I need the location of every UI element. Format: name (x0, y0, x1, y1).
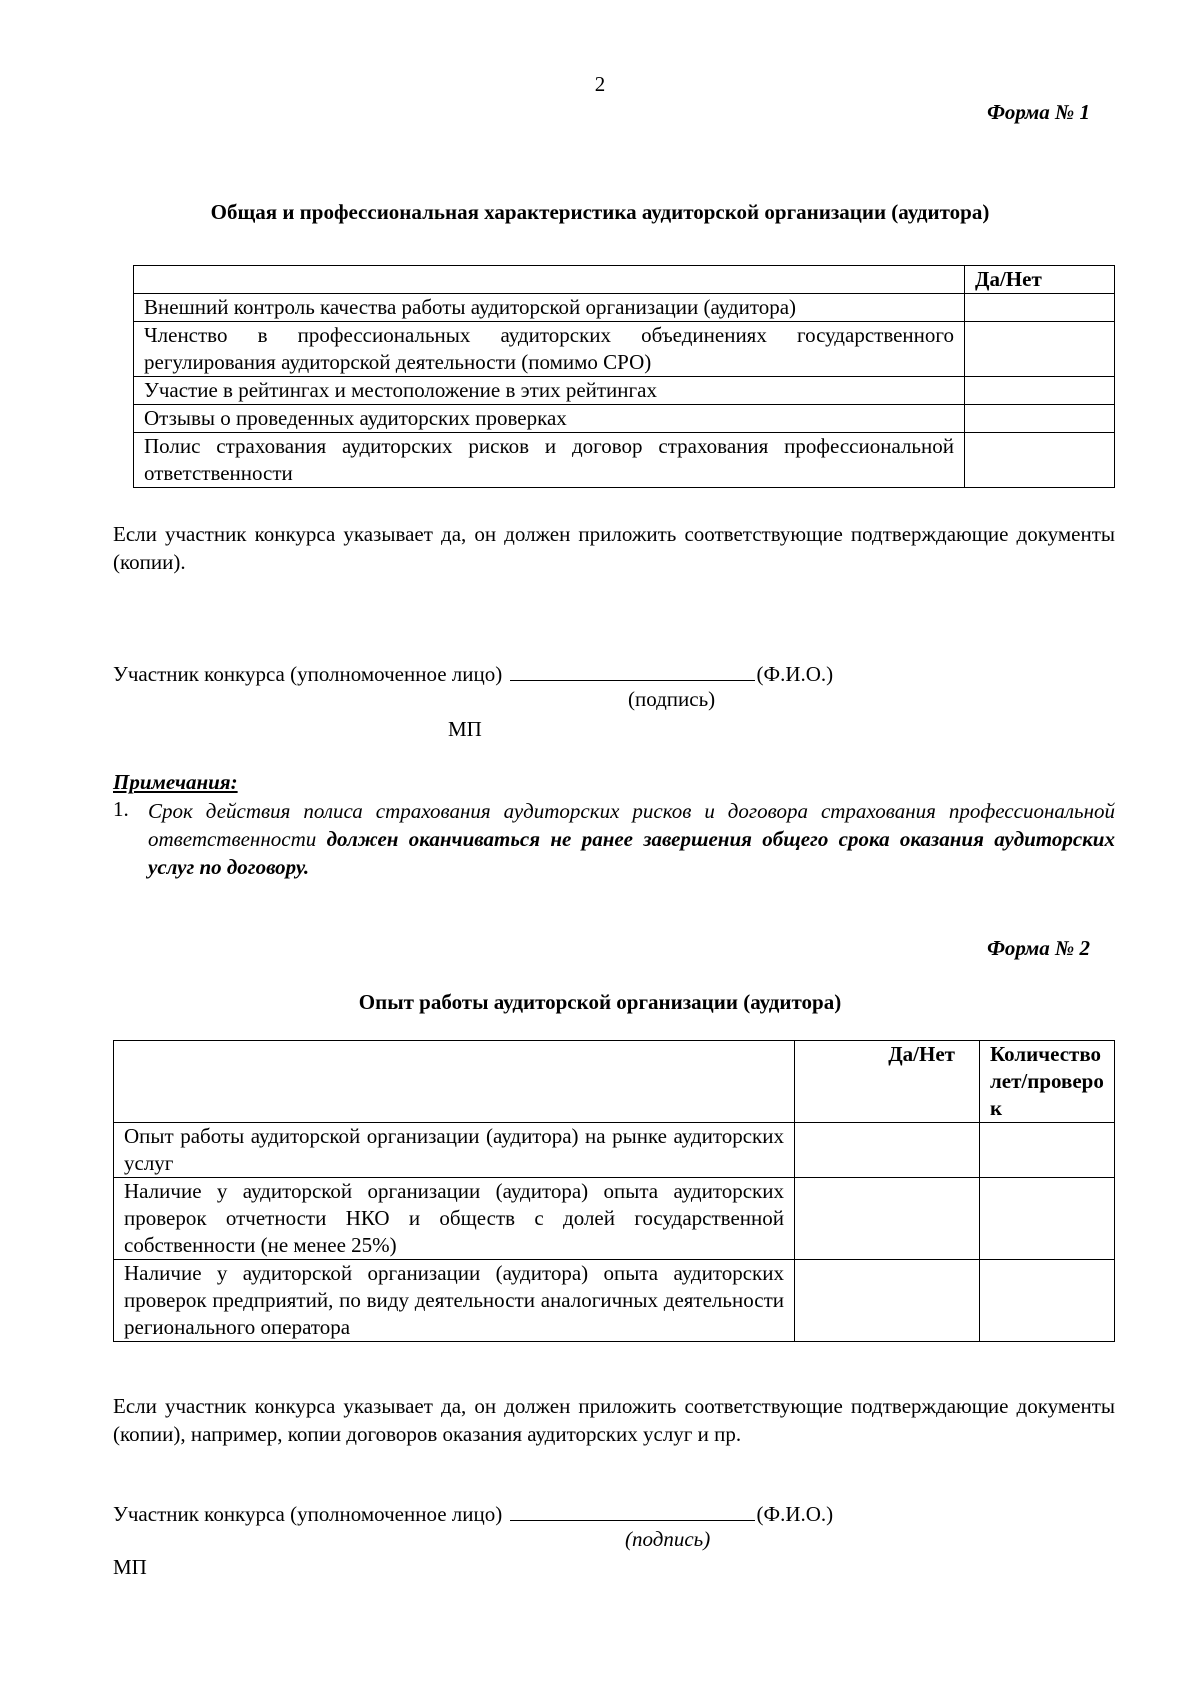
form2-fio-label: (Ф.И.О.) (756, 1502, 834, 1526)
form1-row-answer-field[interactable] (965, 377, 1115, 405)
remark-text-bold: должен оканчиваться не ранее завершения общего срока оказания аудиторских услуг по договору. (148, 827, 1115, 879)
form2-sign-caption: (подпись) (625, 1527, 711, 1551)
remark-text (148, 797, 1115, 881)
form1-table (133, 265, 1115, 488)
form2-row-answer-field[interactable] (795, 1123, 980, 1178)
remark-text-italic: Срок действия полиса страхования аудиторских рисков и договора страхования профессиональной ответственности (148, 799, 1115, 851)
form1-header-answer: Да/Нет (965, 266, 1115, 294)
form2-signature-field[interactable] (510, 1500, 755, 1521)
form2-row-count-field[interactable] (980, 1178, 1115, 1260)
form2-row-count-field[interactable] (980, 1123, 1115, 1178)
form2-note-text: Если участник конкурса указывает да, он должен приложить соответствующие подтверждающие документы (копии), например, копии договоров оказания аудиторских услуг и пр. (113, 1394, 1115, 1446)
form1-row-criterion: Внешний контроль качества работы аудиторской организации (аудитора) (134, 294, 965, 322)
form1-remark-item (113, 797, 1115, 881)
form2-row-answer-field[interactable] (795, 1260, 980, 1342)
form1-remarks-heading: Примечания: (113, 770, 238, 794)
form2-row-answer-field[interactable] (795, 1178, 980, 1260)
form1-label: Форма № 1 (987, 100, 1090, 124)
form2-title: Опыт работы аудиторской организации (аудитора) (358, 990, 842, 1014)
form2-header-answer: Да/Нет (795, 1041, 980, 1123)
table-row (134, 322, 1115, 377)
form1-sign-caption: (подпись) (628, 687, 716, 711)
table-row (114, 1178, 1115, 1260)
form2-row-count-field[interactable] (980, 1260, 1115, 1342)
remark-number: 1. (113, 797, 129, 821)
form2-stamp-label: МП (113, 1555, 147, 1579)
form1-row-criterion: Членство в профессиональных аудиторских объединениях государственного регулирования аудиторской деятельности (помимо СРО) (134, 322, 965, 377)
form1-signature-field[interactable] (510, 660, 755, 681)
form1-row-criterion: Участие в рейтингах и местоположение в этих рейтингах (134, 377, 965, 405)
form2-table (113, 1040, 1115, 1342)
form1-stamp-label: МП (448, 717, 482, 741)
form2-header-criterion (114, 1041, 795, 1123)
form1-row-answer-field[interactable] (965, 294, 1115, 322)
form1-row-answer-field[interactable] (965, 322, 1115, 377)
form1-fio-label: (Ф.И.О.) (756, 662, 834, 686)
form2-row-criterion: Наличие у аудиторской организации (аудитора) опыта аудиторских проверок отчетности НКО и обществ с долей государственной собственности (не менее 25%) (114, 1178, 795, 1260)
form1-signature-line (113, 660, 833, 687)
header-count-line: лет/проверо (990, 1069, 1104, 1093)
form2-header-count (980, 1041, 1115, 1123)
table-row (134, 405, 1115, 433)
table-row (114, 1123, 1115, 1178)
form1-row-criterion: Отзывы о проведенных аудиторских проверках (134, 405, 965, 433)
form1-row-answer-field[interactable] (965, 405, 1115, 433)
header-count-line: к (990, 1096, 1003, 1120)
form1-row-criterion: Полис страхования аудиторских рисков и договор страхования профессиональной ответственности (134, 433, 965, 488)
form1-row-answer-field[interactable] (965, 433, 1115, 488)
form2-signature-line (113, 1500, 833, 1527)
page-number: 2 (594, 72, 606, 96)
form1-table-header-row (134, 266, 1115, 294)
form2-row-criterion: Опыт работы аудиторской организации (аудитора) на рынке аудиторских услуг (114, 1123, 795, 1178)
form2-signature-label: Участник конкурса (уполномоченное лицо) (113, 1502, 503, 1526)
form1-note-text: Если участник конкурса указывает да, он должен приложить соответствующие подтверждающие документы (копии). (113, 522, 1115, 574)
table-row (134, 294, 1115, 322)
form2-label: Форма № 2 (987, 936, 1090, 960)
form2-row-criterion: Наличие у аудиторской организации (аудитора) опыта аудиторских проверок предприятий, по виду деятельности аналогичных деятельности регионального оператора (114, 1260, 795, 1342)
table-row (134, 377, 1115, 405)
form1-header-criterion (134, 266, 965, 294)
form2-table-header-row (114, 1041, 1115, 1123)
table-row (114, 1260, 1115, 1342)
header-count-line: Количество (990, 1042, 1102, 1066)
form1-title: Общая и профессиональная характеристика аудиторской организации (аудитора) (210, 200, 990, 224)
form1-signature-label: Участник конкурса (уполномоченное лицо) (113, 662, 503, 686)
table-row (134, 433, 1115, 488)
